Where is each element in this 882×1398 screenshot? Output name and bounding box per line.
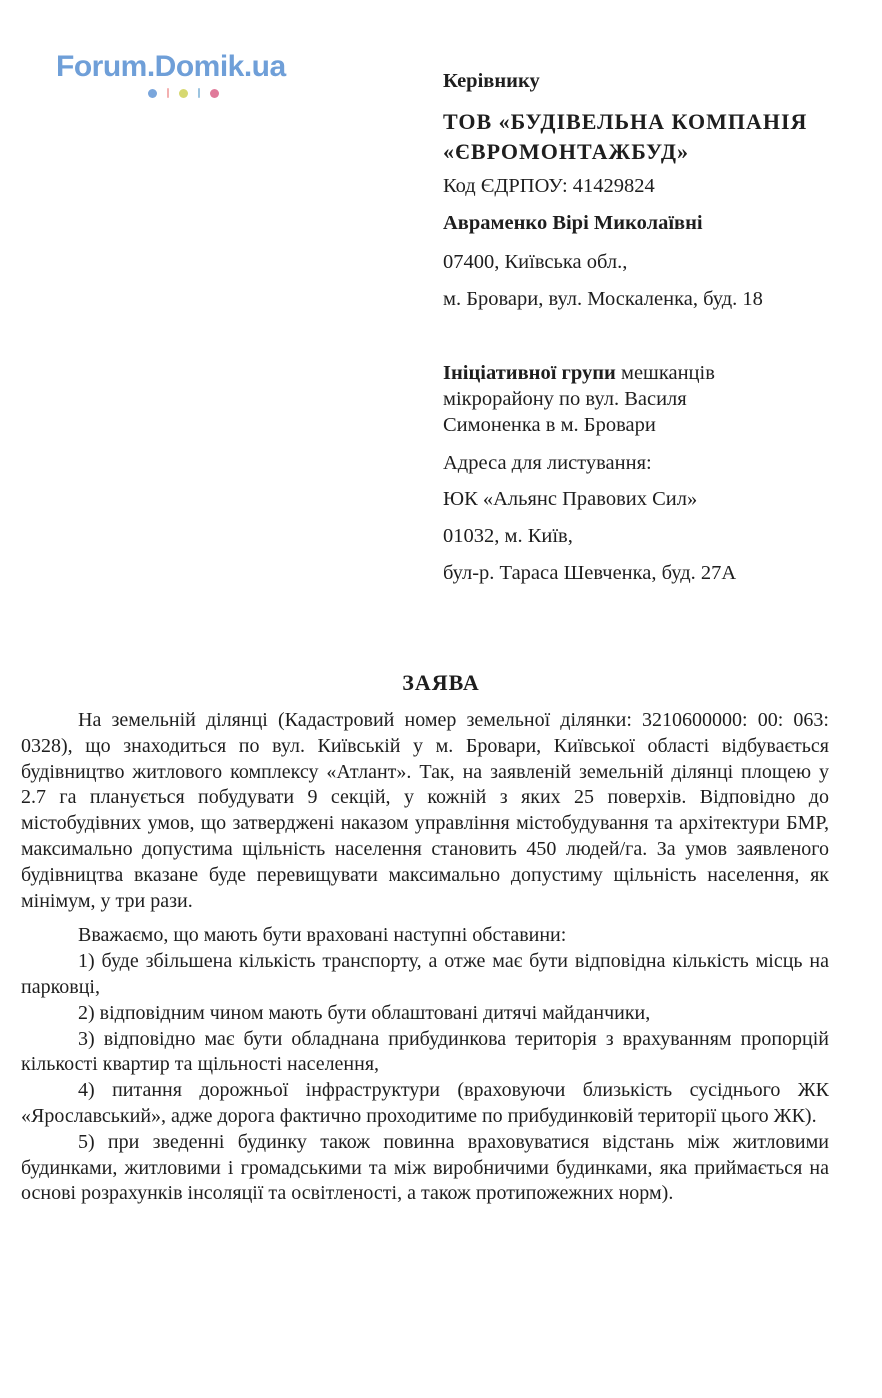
body-item-4: 4) питання дорожньої інфраструктури (враховуючи близькість сусіднього ЖК «Ярославський», адже дорога фактично проходитиме по прибудинковій території цього ЖК). <box>21 1079 829 1127</box>
recipient-name: Авраменко Вірі Миколаївні <box>443 212 703 234</box>
body-item-2: 2) відповідним чином мають бути облаштовані дитячі майданчики, <box>78 1001 651 1024</box>
sender-address-label: Адреса для листування: <box>443 452 652 474</box>
document-title: ЗАЯВА <box>402 670 480 695</box>
watermark-dot <box>179 89 188 98</box>
recipient-address-line1: 07400, Київська обл., <box>443 251 628 273</box>
sender-group-bold: Ініціативної групи <box>443 362 616 384</box>
sender-address-line2: 01032, м. Київ, <box>443 525 573 547</box>
sender-group-line <box>443 362 715 385</box>
recipient-company-line1: ТОВ «БУДІВЕЛЬНА КОМПАНІЯ <box>443 109 808 134</box>
sender-address-line1: ЮК «Альянс Правових Сил» <box>443 488 698 510</box>
body-item-3: 3) відповідно має бути обладнана прибудинкова територія з врахуванням пропорцій кількості квартир та щільності населення, <box>21 1027 829 1076</box>
sender-group-rest: мешканців <box>615 362 715 384</box>
watermark-dot <box>148 89 157 98</box>
recipient-code: Код ЄДРПОУ: 41429824 <box>443 175 655 197</box>
watermark-dot <box>210 89 219 98</box>
recipient-address-line2: м. Бровари, вул. Москаленка, буд. 18 <box>443 288 763 310</box>
body-paragraph-intro: На земельній ділянці (Кадастровий номер земельної ділянки: 3210600000: 00: 063: 0328), що знаходиться по вул. Київській у м. Бровари, Київської області відбувається будівництво житлового комплексу «Атлант». Так, на заявленій земельній ділянці площею у 2.7 га планується побудувати 9 секцій, у кожній з яких 25 поверхів. Відповідно до містобудівних умов, що затверджені наказом управління містобудування та архітектури БМР, максимально допустима щільність населення становить 450 людей/га. За умов заявленого будівництва вказане буде перевищувати максимально допустиму щільність населення, як мінімум, у три рази. <box>21 709 829 912</box>
sender-line2: мікрорайону по вул. Василя <box>443 388 687 410</box>
body-paragraph-circumstances: Вважаємо, що мають бути враховані наступні обставини: <box>78 924 567 947</box>
body-item-5: 5) при зведенні будинку також повинна враховуватися відстань між житловими будинками, житловими і громадськими та між виробничими будинками, яка приймається на основі розрахунків інсоляції та освітленості, а також протипожежних норм). <box>21 1130 829 1205</box>
sender-line3: Симоненка в м. Бровари <box>443 414 656 436</box>
watermark-logo: Forum.Domik.ua <box>56 50 286 83</box>
body-item-1: 1) буде збільшена кількість транспорту, а отже має бути відповідна кількість місць на парковці, <box>21 950 829 998</box>
watermark-bar <box>198 88 200 98</box>
watermark-bar <box>167 88 169 98</box>
recipient-company-line2: «ЄВРОМОНТАЖБУД» <box>443 139 690 164</box>
sender-address-line3: бул-р. Тараса Шевченка, буд. 27А <box>443 562 737 584</box>
recipient-position: Керівнику <box>443 70 540 92</box>
watermark-dots <box>148 88 219 98</box>
document-body <box>21 708 829 1207</box>
